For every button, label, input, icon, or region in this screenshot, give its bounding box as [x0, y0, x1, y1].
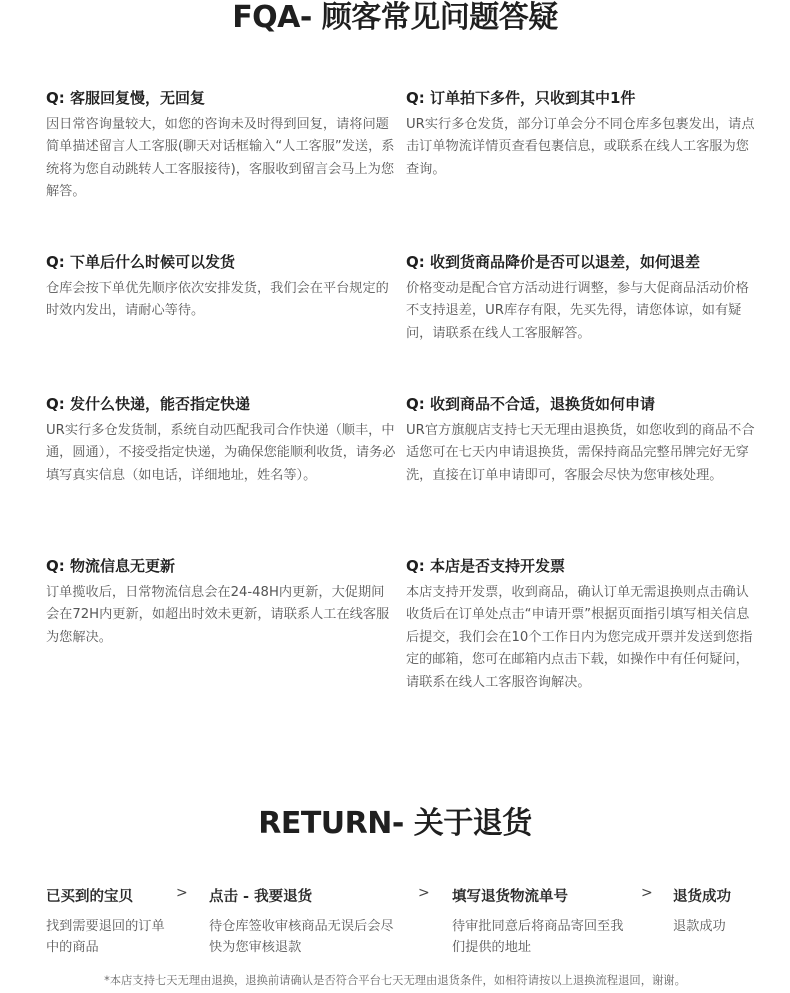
return-step-title: 已买到的宝贝 — [46, 889, 133, 905]
faq-item — [406, 394, 756, 487]
faq-item — [46, 252, 396, 323]
faq-answer: 仓库会按下单优先顺序依次安排发货，我们会在平台规定的时效内发出，请耐心等待。 — [46, 281, 389, 319]
faq-item — [46, 394, 396, 487]
faq-answer: UR实行多仓发货，部分订单会分不同仓库多包裹发出，请点击订单物流详情页查看包裹信息，或联系在线人工客服为您查询。 — [406, 117, 755, 177]
faq-question: Q: 物流信息无更新 — [46, 557, 175, 575]
faq-item — [46, 88, 396, 204]
return-step-desc: 待仓库签收审核商品无误后会尽快为您审核退款 — [209, 919, 394, 955]
return-step — [452, 887, 627, 958]
return-step-title: 填写退货物流单号 — [452, 889, 568, 905]
faq-question: Q: 本店是否支持开发票 — [406, 557, 565, 575]
return-step — [673, 887, 773, 937]
step-arrow-icon: > — [641, 885, 653, 901]
faq-item — [406, 88, 756, 181]
faq-section-title: FQA- 顾客常见问题答疑 — [232, 0, 558, 35]
faq-answer: 订单揽收后，日常物流信息会在24-48H内更新，大促期间会在72H内更新，如超出时效未更新，请联系人工在线客服为您解决。 — [46, 585, 390, 645]
faq-question: Q: 发什么快递，能否指定快递 — [46, 395, 250, 413]
faq-question: Q: 订单拍下多件，只收到其中1件 — [406, 89, 636, 107]
return-step-desc: 退款成功 — [673, 919, 726, 934]
return-footnote: *本店支持七天无理由退换，退换前请确认是否符合平台七天无理由退货条件，如相符请按以上退换流程退回，谢谢。 — [104, 974, 686, 987]
faq-answer: UR实行多仓发货制，系统自动匹配我司合作快递（顺丰，中通，圆通），不接受指定快递，为确保您能顺利收货，请务必填写真实信息（如电话，详细地址，姓名等）。 — [46, 423, 396, 483]
faq-answer: UR官方旗舰店支持七天无理由退换货，如您收到的商品不合适您可在七天内申请退换货，需保持商品完整吊牌完好无穿洗，直接在订单申请即可，客服会尽快为您审核处理。 — [406, 423, 755, 483]
return-section-title: RETURN- 关于退货 — [258, 806, 532, 841]
faq-item — [406, 556, 756, 694]
step-arrow-icon: > — [176, 885, 188, 901]
return-step-title: 点击 - 我要退货 — [209, 889, 313, 905]
faq-question: Q: 收到货商品降价是否可以退差，如何退差 — [406, 253, 700, 271]
faq-question: Q: 收到商品不合适，退换货如何申请 — [406, 395, 655, 413]
return-step-desc: 待审批同意后将商品寄回至我们提供的地址 — [452, 919, 624, 955]
faq-question: Q: 下单后什么时候可以发货 — [46, 253, 235, 271]
return-step-title: 退货成功 — [673, 889, 731, 905]
return-step — [209, 887, 399, 958]
faq-question: Q: 客服回复慢，无回复 — [46, 89, 205, 107]
faq-item — [46, 556, 396, 649]
return-step-desc: 找到需要退回的订单中的商品 — [46, 919, 165, 955]
return-step — [46, 887, 166, 958]
faq-answer: 价格变动是配合官方活动进行调整，参与大促商品活动价格不支持退差，UR库存有限，先买先得，请您体谅，如有疑问，请联系在线人工客服解答。 — [406, 281, 749, 341]
faq-answer: 因日常咨询量较大，如您的咨询未及时得到回复，请将问题简单描述留言人工客服(聊天对话框输入“人工客服”发送，系统将为您自动跳转人工客服接待)，客服收到留言会马上为您解答。 — [46, 117, 395, 200]
faq-answer: 本店支持开发票，收到商品，确认订单无需退换则点击确认收货后在订单处点击“申请开票”根据页面指引填写相关信息后提交，我们会在10个工作日内为您完成开票并发送到您指定的邮箱，您可在邮箱内点击下载，如操作中有任何疑问，请联系在线人工客服咨询解决。 — [406, 585, 753, 690]
step-arrow-icon: > — [418, 885, 430, 901]
faq-item — [406, 252, 756, 345]
